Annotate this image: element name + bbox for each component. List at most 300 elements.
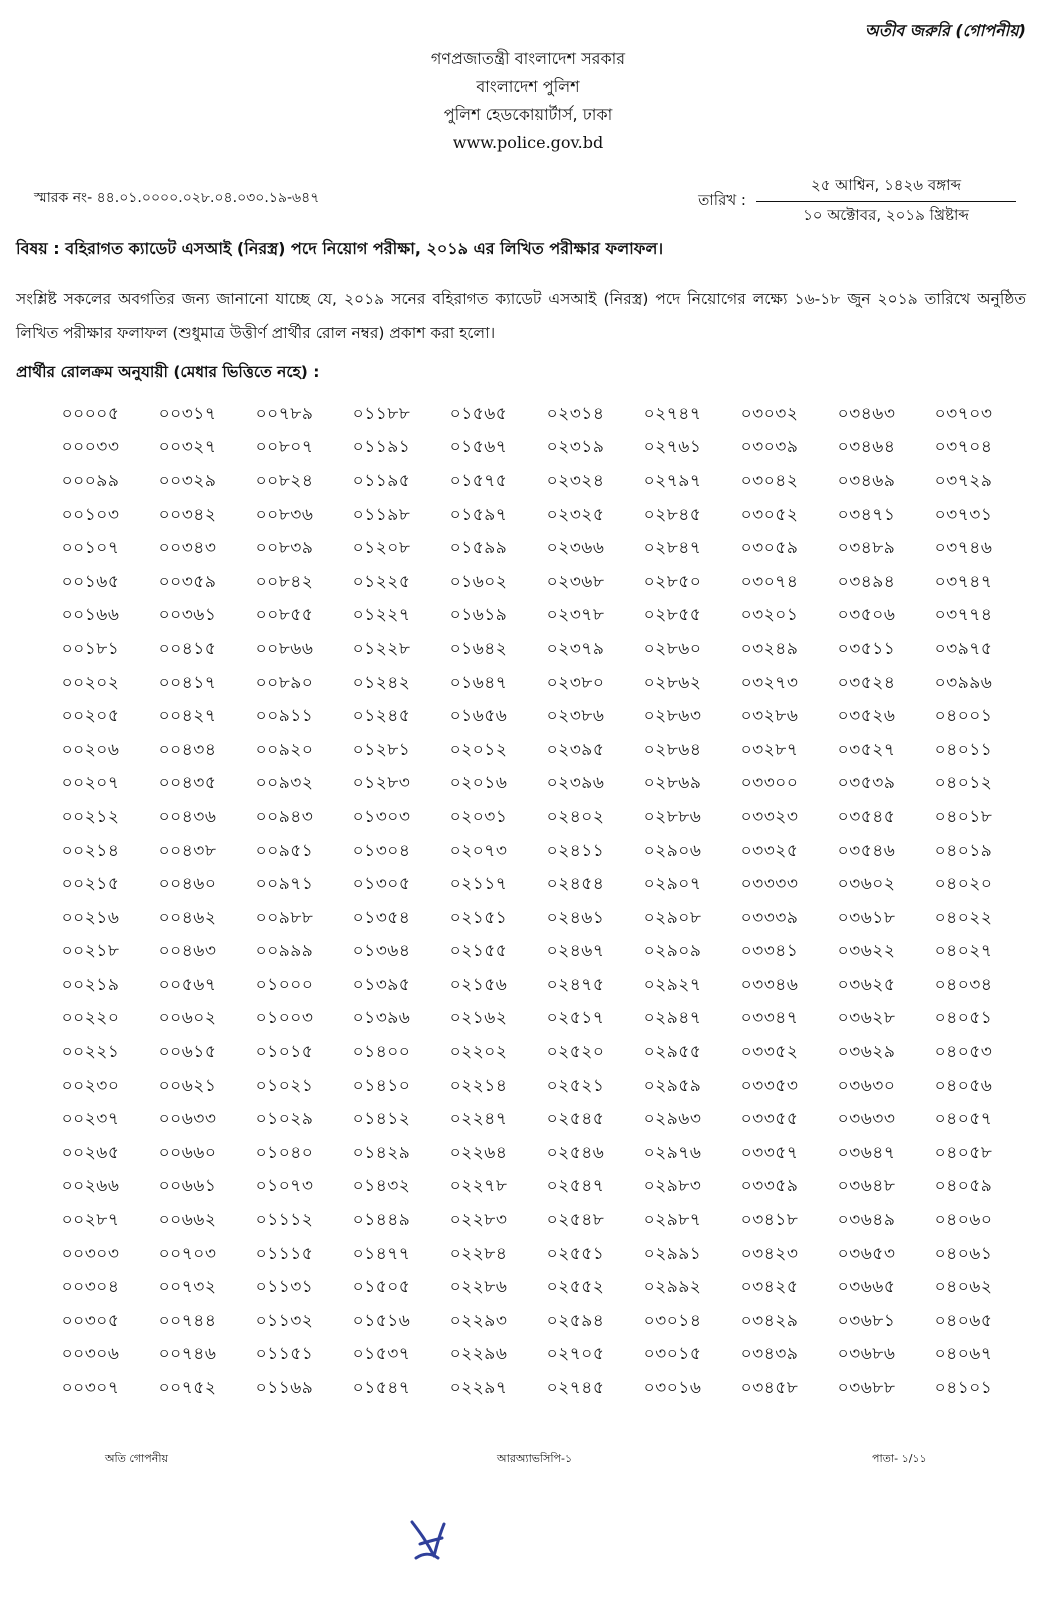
classification-label: অতীব জরুরি (গোপনীয়) — [864, 21, 1026, 40]
roll-number-cell: ০০২৮৭ — [61, 1210, 120, 1231]
roll-number-cell: ০১৫৬৫ — [449, 403, 508, 424]
roll-number-cell: ০১৬১৯ — [449, 605, 508, 626]
roll-number-cell: ০০৫৬৭ — [158, 974, 217, 995]
roll-number-cell: ০৩৬২২ — [837, 941, 896, 962]
date-label: তারিখ : — [698, 191, 746, 209]
roll-number-cell: ০১৬৪৭ — [449, 672, 508, 693]
roll-number-cell: ০২৪৫৪ — [546, 874, 605, 895]
roll-number-cell: ০৩৬৪৮ — [837, 1176, 896, 1197]
roll-number-cell: ০২৩১৯ — [546, 437, 605, 458]
roll-number-cell: ০৩৬৮৬ — [837, 1344, 896, 1365]
roll-number-cell: ০৩৬০২ — [837, 874, 896, 895]
roll-number-cell: ০৪০৫৩ — [934, 1042, 993, 1063]
roll-number-cell: ০২৩৭৯ — [546, 638, 605, 659]
roll-number-cell: ০০৭৩২ — [158, 1277, 217, 1298]
roll-row — [42, 1238, 1012, 1272]
roll-number-cell: ০১২২৭ — [352, 605, 411, 626]
roll-row — [42, 1372, 1012, 1406]
roll-number-cell: ০১৬৫৬ — [449, 706, 508, 727]
roll-number-cell: ০২৭০৫ — [546, 1344, 605, 1365]
footer-classification: অতি গোপনীয় — [105, 1452, 168, 1465]
roll-number-cell: ০০৩৫৯ — [158, 571, 217, 592]
roll-number-cell: ০০১৬৬ — [61, 605, 120, 626]
roll-number-cell: ০০২৬৬ — [61, 1176, 120, 1197]
roll-number-cell: ০৩৬৮৮ — [837, 1378, 896, 1399]
roll-number-cell: ০৩৫০৬ — [837, 605, 896, 626]
roll-number-cell: ০১১৩১ — [255, 1277, 314, 1298]
roll-number-cell: ০১৩৫৪ — [352, 907, 411, 928]
roll-number-cell: ০১১৩২ — [255, 1310, 314, 1331]
roll-number-cell: ০১৫১৬ — [352, 1310, 411, 1331]
roll-number-cell: ০৪০৬৫ — [934, 1310, 993, 1331]
roll-number-cell: ০২৪৬১ — [546, 907, 605, 928]
roll-row — [42, 868, 1012, 902]
roll-number-cell: ০৩৩৪৭ — [740, 1008, 799, 1029]
roll-number-cell: ০৩৪৬৪ — [837, 437, 896, 458]
roll-number-cell: ০৩৪৬৩ — [837, 403, 896, 424]
roll-number-cell: ০৪০৬৭ — [934, 1344, 993, 1365]
roll-number-cell: ০১৫৯৭ — [449, 504, 508, 525]
roll-number-cell: ০০৪৩৮ — [158, 840, 217, 861]
roll-number-cell: ০৩৪২৯ — [740, 1310, 799, 1331]
roll-row — [42, 768, 1012, 802]
roll-number-cell: ০২৫৫১ — [546, 1243, 605, 1264]
roll-number-cell: ০১৪৩২ — [352, 1176, 411, 1197]
roll-number-cell: ০০১৬৫ — [61, 571, 120, 592]
subject-line: বিষয় : বহিরাগত ক্যাডেট এসআই (নিরস্ত্র) পদে নিয়োগ পরীক্ষা, ২০১৯ এর লিখিত পরীক্ষার ফলাফল। — [16, 239, 664, 258]
roll-row — [42, 1339, 1012, 1373]
roll-number-cell: ০২৫৫২ — [546, 1277, 605, 1298]
roll-number-cell: ০২৮৬৪ — [643, 739, 702, 760]
roll-table-body — [42, 398, 1012, 1406]
roll-number-cell: ০১৫৭৫ — [449, 470, 508, 491]
roll-number-cell: ০২৭৪৭ — [643, 403, 702, 424]
roll-number-cell: ০০২০৭ — [61, 773, 120, 794]
roll-number-cell: ০৩৭৪৭ — [934, 571, 993, 592]
roll-number-cell: ০৩৬৩০ — [837, 1075, 896, 1096]
roll-number-cell: ০২২৪৭ — [449, 1109, 508, 1130]
roll-number-cell: ০৩০৪২ — [740, 470, 799, 491]
roll-number-cell: ০০২০৫ — [61, 706, 120, 727]
roll-number-cell: ০১৫৪৭ — [352, 1378, 411, 1399]
roll-number-cell: ০২৯০৬ — [643, 840, 702, 861]
roll-number-cell: ০২৩৯৫ — [546, 739, 605, 760]
roll-number-cell: ০২১১৭ — [449, 874, 508, 895]
roll-row — [42, 1036, 1012, 1070]
roll-list-heading: প্রার্থীর রোলক্রম অনুযায়ী (মেধার ভিত্তিতে নহে) : — [16, 363, 320, 381]
roll-number-cell: ০১১৫১ — [255, 1344, 314, 1365]
roll-number-cell: ০০৬৩৩ — [158, 1109, 217, 1130]
roll-row — [42, 398, 1012, 432]
roll-number-cell: ০১১৮৮ — [352, 403, 411, 424]
roll-number-cell: ০০৮০৭ — [255, 437, 314, 458]
roll-number-cell: ০০৮২৪ — [255, 470, 314, 491]
roll-number-cell: ০২১৫৫ — [449, 941, 508, 962]
roll-number-cell: ০৩৫২৬ — [837, 706, 896, 727]
roll-row — [42, 432, 1012, 466]
roll-number-cell: ০৩২৪৯ — [740, 638, 799, 659]
roll-number-cell: ০২৯২৭ — [643, 974, 702, 995]
roll-row — [42, 499, 1012, 533]
roll-number-cell: ০০৯১১ — [255, 706, 314, 727]
roll-number-cell: ০১০২৯ — [255, 1109, 314, 1130]
roll-number-cell: ০৩৩৫৫ — [740, 1109, 799, 1130]
roll-row — [42, 700, 1012, 734]
roll-number-cell: ০০৪৬২ — [158, 907, 217, 928]
roll-number-cell: ০৩৩৪৬ — [740, 974, 799, 995]
roll-number-cell: ০০৩০৭ — [61, 1378, 120, 1399]
footer-page-number: পাতা- ১/১১ — [872, 1452, 927, 1465]
roll-number-cell: ০৩৬৩৩ — [837, 1109, 896, 1130]
roll-number-cell: ০০১০৭ — [61, 538, 120, 559]
signature-mark-icon — [408, 1518, 448, 1563]
roll-number-cell: ০৩৬২৫ — [837, 974, 896, 995]
roll-number-cell: ০০১৮১ — [61, 638, 120, 659]
roll-number-cell: ০১২৪৫ — [352, 706, 411, 727]
roll-number-cell: ০০৩০৪ — [61, 1277, 120, 1298]
roll-number-cell: ০০২১৬ — [61, 907, 120, 928]
date-gregorian: ১০ অক্টোবর, ২০১৯ খ্রিষ্টাব্দ — [803, 206, 969, 224]
roll-number-cell: ০১৪০০ — [352, 1042, 411, 1063]
roll-number-cell: ০২৫১৭ — [546, 1008, 605, 1029]
roll-number-cell: ০৩৪৮৯ — [837, 538, 896, 559]
roll-number-cell: ০৩৩৫২ — [740, 1042, 799, 1063]
roll-number-cell: ০২৪৬৭ — [546, 941, 605, 962]
roll-number-cell: ০২৫৪৫ — [546, 1109, 605, 1130]
roll-number-cell: ০০২৬৫ — [61, 1142, 120, 1163]
roll-number-cell: ০৪০৫৭ — [934, 1109, 993, 1130]
roll-number-cell: ০৩৬২৮ — [837, 1008, 896, 1029]
roll-number-cell: ০২৩৬৮ — [546, 571, 605, 592]
roll-number-cell: ০১৫৯৯ — [449, 538, 508, 559]
roll-number-cell: ০০৯৭১ — [255, 874, 314, 895]
roll-number-cell: ০০৭০৩ — [158, 1243, 217, 1264]
roll-number-cell: ০১১১২ — [255, 1210, 314, 1231]
roll-number-cell: ০০৪৬০ — [158, 874, 217, 895]
roll-number-cell: ০২৩৮০ — [546, 672, 605, 693]
roll-number-cell: ০২৯৮৩ — [643, 1176, 702, 1197]
roll-number-cell: ০৩৫৪৬ — [837, 840, 896, 861]
roll-number-cell: ০২২৮৩ — [449, 1210, 508, 1231]
roll-number-cell: ০৪১০১ — [934, 1378, 993, 1399]
roll-number-cell: ০৩৩২৩ — [740, 806, 799, 827]
roll-number-cell: ০৩৩৪১ — [740, 941, 799, 962]
roll-row — [42, 1137, 1012, 1171]
date-bengali: ২৫ আশ্বিন, ১৪২৬ বঙ্গাব্দ — [756, 172, 1016, 202]
roll-number-cell: ০০৪১৫ — [158, 638, 217, 659]
roll-number-cell: ০০৮৫৫ — [255, 605, 314, 626]
roll-number-cell: ০১৬০২ — [449, 571, 508, 592]
roll-number-cell: ০০২৩৭ — [61, 1109, 120, 1130]
roll-number-cell: ০২২৬৪ — [449, 1142, 508, 1163]
roll-number-cell: ০৪০৫৮ — [934, 1142, 993, 1163]
date-values — [756, 172, 1016, 231]
roll-number-cell: ০২৯৯২ — [643, 1277, 702, 1298]
roll-number-cell: ০২৯৭৬ — [643, 1142, 702, 1163]
roll-number-cell: ০০০৩৩ — [61, 437, 120, 458]
roll-number-cell: ০০১০৩ — [61, 504, 120, 525]
roll-number-cell: ০২৯০৭ — [643, 874, 702, 895]
office-name: পুলিশ হেডকোয়ার্টার্স, ঢাকা — [443, 105, 613, 124]
roll-number-cell: ০০৩১৭ — [158, 403, 217, 424]
roll-number-cell: ০১০৭৩ — [255, 1176, 314, 1197]
roll-number-cell: ০১০১৫ — [255, 1042, 314, 1063]
roll-number-cell: ০০৩৬১ — [158, 605, 217, 626]
roll-number-cell: ০৩৯৯৬ — [934, 672, 993, 693]
roll-number-cell: ০২৭৯৭ — [643, 470, 702, 491]
roll-number-cell: ০০২০২ — [61, 672, 120, 693]
roll-number-cell: ০০৭৮৯ — [255, 403, 314, 424]
roll-number-cell: ০৩০৩৯ — [740, 437, 799, 458]
roll-number-cell: ০০২১৮ — [61, 941, 120, 962]
roll-number-cell: ০০০৯৯ — [61, 470, 120, 491]
roll-number-cell: ০২৮৪৫ — [643, 504, 702, 525]
roll-number-cell: ০০২১৪ — [61, 840, 120, 861]
roll-number-cell: ০৩৭৪৬ — [934, 538, 993, 559]
roll-row — [42, 1103, 1012, 1137]
roll-number-cell: ০০৪৩৪ — [158, 739, 217, 760]
roll-number-cell: ০১২৮১ — [352, 739, 411, 760]
roll-number-cell: ০০২১২ — [61, 806, 120, 827]
footer-reference: আরঅ্যাভসিপি-১ — [497, 1452, 573, 1465]
roll-number-cell: ০০৭৪৪ — [158, 1310, 217, 1331]
roll-number-cell: ০৩৪১৮ — [740, 1210, 799, 1231]
roll-number-cell: ০৩৭০৪ — [934, 437, 993, 458]
memo-number: স্মারক নং- ৪৪.০১.০০০০.০২৮.০৪.০৩০.১৯-৬৪৭ — [34, 190, 320, 206]
roll-number-cell: ০৪০৫১ — [934, 1008, 993, 1029]
roll-number-cell: ০২৯৪৭ — [643, 1008, 702, 1029]
roll-number-cell: ০৩৬২৯ — [837, 1042, 896, 1063]
roll-number-cell: ০২০৩১ — [449, 806, 508, 827]
roll-row — [42, 1271, 1012, 1305]
website-url: www.police.gov.bd — [452, 133, 604, 152]
roll-number-cell: ০২৩৭৮ — [546, 605, 605, 626]
roll-number-cell: ০১২০৮ — [352, 538, 411, 559]
roll-number-cell: ০৪০২২ — [934, 907, 993, 928]
roll-number-cell: ০০৬২১ — [158, 1075, 217, 1096]
roll-number-cell: ০০৩৪৩ — [158, 538, 217, 559]
roll-number-cell: ০০৯৯৯ — [255, 941, 314, 962]
roll-number-cell: ০৩২০১ — [740, 605, 799, 626]
roll-number-cell: ০২৯০৯ — [643, 941, 702, 962]
roll-number-cell: ০১১৬৯ — [255, 1378, 314, 1399]
roll-number-cell: ০৩৭৭৪ — [934, 605, 993, 626]
roll-row — [42, 1204, 1012, 1238]
roll-row — [42, 532, 1012, 566]
roll-number-cell: ০৩৩২৫ — [740, 840, 799, 861]
roll-number-cell: ০০০০৫ — [61, 403, 120, 424]
roll-number-cell: ০৪০৬১ — [934, 1243, 993, 1264]
roll-number-cell: ০০৬০২ — [158, 1008, 217, 1029]
roll-number-cell: ০২৮৪৭ — [643, 538, 702, 559]
roll-number-cell: ০২৮৬০ — [643, 638, 702, 659]
roll-number-cell: ০২২৯৩ — [449, 1310, 508, 1331]
roll-number-cell: ০১৩০৩ — [352, 806, 411, 827]
roll-number-cell: ০২৪০২ — [546, 806, 605, 827]
roll-number-cell: ০২৪৭৫ — [546, 974, 605, 995]
roll-number-cell: ০০৩০৩ — [61, 1243, 120, 1264]
roll-number-cell: ০২৩১৪ — [546, 403, 605, 424]
roll-number-cell: ০২০১৬ — [449, 773, 508, 794]
roll-number-cell: ০২৭৪৫ — [546, 1378, 605, 1399]
roll-number-cell: ০৪০১৮ — [934, 806, 993, 827]
roll-number-cell: ০০৮৬৬ — [255, 638, 314, 659]
roll-number-cell: ০০৪৩৬ — [158, 806, 217, 827]
date-block — [698, 172, 1016, 231]
roll-row — [42, 969, 1012, 1003]
letterhead — [0, 45, 1056, 157]
roll-number-cell: ০১৪১২ — [352, 1109, 411, 1130]
roll-row — [42, 734, 1012, 768]
roll-number-cell: ০৩৬৬৫ — [837, 1277, 896, 1298]
roll-number-cell: ০২৯৫৯ — [643, 1075, 702, 1096]
roll-row — [42, 566, 1012, 600]
roll-number-cell: ০১৪১০ — [352, 1075, 411, 1096]
roll-number-cell: ০৩৬৮১ — [837, 1310, 896, 1331]
roll-number-cell: ০৩৩৫৭ — [740, 1142, 799, 1163]
roll-number-cell: ০৩৫৩৯ — [837, 773, 896, 794]
roll-number-cell: ০২১৫১ — [449, 907, 508, 928]
roll-number-cell: ০২২০২ — [449, 1042, 508, 1063]
roll-number-cell: ০২৮৫৫ — [643, 605, 702, 626]
roll-number-cell: ০৩৭২৯ — [934, 470, 993, 491]
roll-number-cell: ০০৪১৭ — [158, 672, 217, 693]
roll-number-cell: ০০৭৫২ — [158, 1378, 217, 1399]
roll-number-cell: ০২৯৬৩ — [643, 1109, 702, 1130]
roll-number-cell: ০৩৬১৮ — [837, 907, 896, 928]
roll-number-cell: ০৩২৮৬ — [740, 706, 799, 727]
roll-number-cell: ০৩০৭৪ — [740, 571, 799, 592]
roll-number-cell: ০৩০৫২ — [740, 504, 799, 525]
roll-number-cell: ০৪০১২ — [934, 773, 993, 794]
roll-number-cell: ০১০০৩ — [255, 1008, 314, 1029]
roll-number-cell: ০১২৮৩ — [352, 773, 411, 794]
roll-number-cell: ০২৩৬৬ — [546, 538, 605, 559]
roll-row — [42, 835, 1012, 869]
roll-number-cell: ০৩০৫৯ — [740, 538, 799, 559]
roll-number-cell: ০৪০৩৪ — [934, 974, 993, 995]
roll-number-cell: ০২৪১১ — [546, 840, 605, 861]
roll-number-cell: ০০২১৫ — [61, 874, 120, 895]
roll-number-cell: ০০৩৪২ — [158, 504, 217, 525]
roll-number-cell: ০৪০২৭ — [934, 941, 993, 962]
roll-number-cell: ০২৯৯১ — [643, 1243, 702, 1264]
roll-number-cell: ০২৩৮৬ — [546, 706, 605, 727]
roll-number-cell: ০৩৩৩৯ — [740, 907, 799, 928]
roll-number-cell: ০১৩৯৫ — [352, 974, 411, 995]
roll-number-cell: ০৪০০১ — [934, 706, 993, 727]
roll-number-cell: ০৩৩৫৯ — [740, 1176, 799, 1197]
roll-number-cell: ০০৯৪৩ — [255, 806, 314, 827]
roll-number-table — [42, 398, 1012, 1406]
roll-number-cell: ০২৩২৪ — [546, 470, 605, 491]
roll-number-cell: ০০৮৩৯ — [255, 538, 314, 559]
roll-number-cell: ০০৬৬১ — [158, 1176, 217, 1197]
roll-number-cell: ০২৮৬৩ — [643, 706, 702, 727]
notice-paragraph: সংশ্লিষ্ট সকলের অবগতির জন্য জানানো যাচ্ছে যে, ২০১৯ সনের বহিরাগত ক্যাডেট এসআই (নিরস্ত্র) পদে নিয়োগের লক্ষ্যে ১৬-১৮ জুন ২০১৯ তারিখে অনুষ্ঠিত লিখিত পরীক্ষার ফলাফল (শুধুমাত্র উত্তীর্ণ প্রার্থীর রোল নম্বর) প্রকাশ করা হলো। — [16, 290, 1026, 342]
roll-number-cell: ০১৪২৯ — [352, 1142, 411, 1163]
roll-number-cell: ০২৫৪৮ — [546, 1210, 605, 1231]
roll-number-cell: ০৪০৫৯ — [934, 1176, 993, 1197]
roll-number-cell: ০৩৩৫৩ — [740, 1075, 799, 1096]
roll-number-cell: ০১১১৫ — [255, 1243, 314, 1264]
roll-number-cell: ০১১৯৫ — [352, 470, 411, 491]
roll-number-cell: ০৩৪৭১ — [837, 504, 896, 525]
roll-number-cell: ০০৬৬০ — [158, 1142, 217, 1163]
roll-number-cell: ০৩০৩২ — [740, 403, 799, 424]
roll-number-cell: ০১২২৫ — [352, 571, 411, 592]
roll-number-cell: ০২৯৮৭ — [643, 1210, 702, 1231]
roll-number-cell: ০৩৬৪৭ — [837, 1142, 896, 1163]
roll-number-cell: ০৪০৬০ — [934, 1210, 993, 1231]
roll-number-cell: ০৩৪৬৯ — [837, 470, 896, 491]
roll-number-cell: ০৩৩৩৩ — [740, 874, 799, 895]
roll-number-cell: ০০২৩০ — [61, 1075, 120, 1096]
roll-number-cell: ০২৮৬২ — [643, 672, 702, 693]
roll-number-cell: ০১৩০৪ — [352, 840, 411, 861]
roll-number-cell: ০৩৪৩৯ — [740, 1344, 799, 1365]
roll-number-cell: ০৩০১৫ — [643, 1344, 702, 1365]
roll-number-cell: ০০৩০৫ — [61, 1310, 120, 1331]
roll-number-cell: ০০২০৬ — [61, 739, 120, 760]
government-name: গণপ্রজাতন্ত্রী বাংলাদেশ সরকার — [430, 49, 626, 68]
roll-number-cell: ০১১৯৮ — [352, 504, 411, 525]
roll-number-cell: ০৩৭০৩ — [934, 403, 993, 424]
roll-row — [42, 465, 1012, 499]
roll-number-cell: ০০৪২৭ — [158, 706, 217, 727]
roll-number-cell: ০৩০১৬ — [643, 1378, 702, 1399]
roll-number-cell: ০০৮৩৬ — [255, 504, 314, 525]
roll-number-cell: ০০৬১৫ — [158, 1042, 217, 1063]
roll-number-cell: ০৩৫১১ — [837, 638, 896, 659]
roll-number-cell: ০১১৯১ — [352, 437, 411, 458]
roll-number-cell: ০০৮৯০ — [255, 672, 314, 693]
roll-row — [42, 1070, 1012, 1104]
roll-number-cell: ০৩৪৫৮ — [740, 1378, 799, 1399]
roll-number-cell: ০০২২০ — [61, 1008, 120, 1029]
roll-number-cell: ০৪০২০ — [934, 874, 993, 895]
roll-number-cell: ০৩২৮৭ — [740, 739, 799, 760]
roll-number-cell: ০০৯২০ — [255, 739, 314, 760]
roll-number-cell: ০২২৭৮ — [449, 1176, 508, 1197]
roll-number-cell: ০২৩২৫ — [546, 504, 605, 525]
roll-number-cell: ০২২৯৭ — [449, 1378, 508, 1399]
roll-number-cell: ০২৩৯৬ — [546, 773, 605, 794]
roll-number-cell: ০৩৫৪৫ — [837, 806, 896, 827]
roll-number-cell: ০১৫৩৭ — [352, 1344, 411, 1365]
roll-row — [42, 633, 1012, 667]
roll-number-cell: ০০৩০৬ — [61, 1344, 120, 1365]
roll-number-cell: ০০৪৬৩ — [158, 941, 217, 962]
roll-number-cell: ০১২২৮ — [352, 638, 411, 659]
roll-number-cell: ০০৩২৯ — [158, 470, 217, 491]
roll-row — [42, 667, 1012, 701]
roll-row — [42, 1003, 1012, 1037]
roll-number-cell: ০১৩৯৬ — [352, 1008, 411, 1029]
roll-row — [42, 600, 1012, 634]
roll-number-cell: ০৪০১১ — [934, 739, 993, 760]
roll-number-cell: ০০৩২৭ — [158, 437, 217, 458]
roll-number-cell: ০১০২১ — [255, 1075, 314, 1096]
roll-number-cell: ০৩৭৩১ — [934, 504, 993, 525]
roll-number-cell: ০২৫৪৬ — [546, 1142, 605, 1163]
roll-number-cell: ০২৫২১ — [546, 1075, 605, 1096]
roll-number-cell: ০১০০০ — [255, 974, 314, 995]
roll-number-cell: ০২৯৫৫ — [643, 1042, 702, 1063]
roll-number-cell: ০২১৫৬ — [449, 974, 508, 995]
roll-number-cell: ০২২১৪ — [449, 1075, 508, 1096]
roll-number-cell: ০২২৮৬ — [449, 1277, 508, 1298]
